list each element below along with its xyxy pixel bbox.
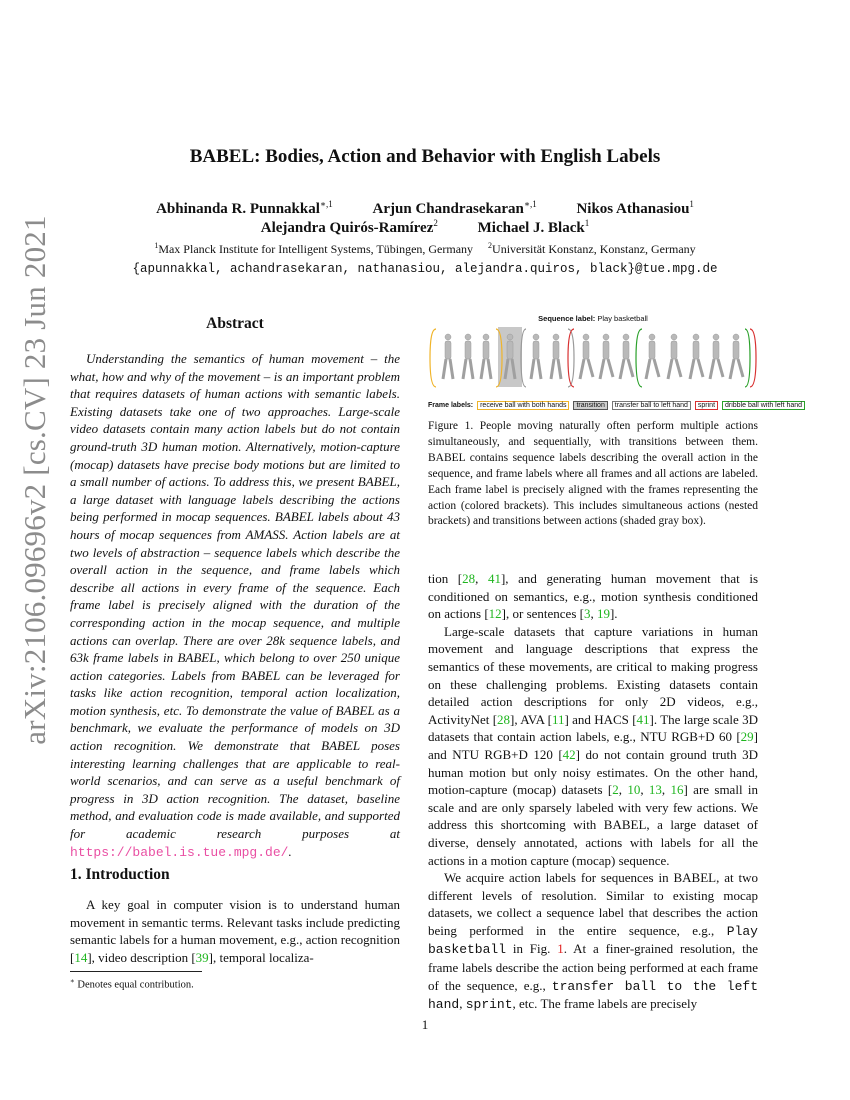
sequence-label: Sequence label: Play basketball: [538, 314, 648, 323]
author: Nikos Athanasiou$^1$: [576, 199, 694, 217]
frame-label: transition: [573, 401, 607, 410]
paper-title: BABEL: Bodies, Action and Behavior with English Labels: [189, 146, 661, 167]
citation-link[interactable]: 13: [648, 782, 662, 798]
author: Alejandra Quirós-Ramírez$^2$: [260, 218, 438, 236]
citation-link[interactable]: 41: [636, 711, 650, 727]
author: Michael J. Black$^1$: [477, 218, 590, 236]
footnote-divider: [70, 971, 202, 972]
affiliations: $^1$Max Planck Institute for Intelligent Systems, Tübingen, Germany $^2$Universität Konstanz, Konstanz, Germany: [154, 241, 696, 256]
figure-1-caption: Figure 1. People moving naturally often perform multiple actions simultaneously, and sequentially, with transitions between them. BABEL contains sequence labels describing the overall action in the sequence, and frame labels where all frames and all actions are labeled. Each frame label is precisely aligned with the frames representing the action (colored brackets). This includes simultaneous actions (nested brackets) and transitions between actions (shaded gray box).: [428, 420, 758, 528]
section-heading-introduction: 1. Introduction: [70, 866, 170, 883]
citation-link[interactable]: 2: [612, 782, 619, 798]
authors-line-2: [80, 218, 770, 237]
footnote: ∗ Denotes equal contribution.: [70, 977, 194, 991]
citation-link[interactable]: 28: [462, 571, 476, 586]
abstract-body: Understanding the semantics of human movement – the what, how and why of the movement – is an important problem that requires datasets of human actions with semantic labels. Existing datasets take one of two approaches. Large-scale video datasets contain many action labels but do not contain ground-truth 3D human motion. Alternatively, motion-capture (mocap) datasets have precise body motions but are limited to a small number of actions. To address this, we present BABEL, a large dataset with language labels describing the actions being performed in mocap sequences. BABEL labels about 43 hours of mocap sequences from AMASS. Action labels are at two levels of abstraction – sequence labels which describe the overall action in the sequence, and frame labels which describe all actions in every frame of the sequence. Each frame label is precisely aligned with the duration of the corresponding action in the mocap sequence, and multiple actions can overlap. There are over 28k sequence labels, and 63k frame labels in BABEL, which belong to over 250 unique action categories. Labels from BABEL can be leveraged for tasks like action recognition, temporal action localization, motion synthesis, etc. To demonstrate the value of BABEL as a benchmark, we evaluate the performance of models on 3D action recognition. We demonstrate that BABEL poses interesting learning challenges that are applicable to real-world scenarios, and can serve as a useful benchmark of progress in 3D action recognition. The dataset, baseline method, and evaluation code is made available, and supported for academic research purposes at https://babel.is.tue.mpg.de/.: [70, 351, 400, 860]
page-number: 1: [421, 1017, 429, 1032]
figure-link[interactable]: 1: [557, 941, 564, 957]
author: Abhinanda R. Punnakkal$^{∗,1}$: [156, 199, 333, 217]
inline-code: sprint: [465, 997, 513, 1013]
frame-labels-legend: Frame labels: receive ball with both hands transition transfer ball to left hand sprint dribble ball with left hand: [428, 402, 760, 409]
figure-1: [428, 314, 758, 398]
citation-link[interactable]: 39: [195, 949, 209, 965]
citation-link[interactable]: 42: [562, 746, 576, 762]
citation-link[interactable]: 29: [740, 729, 754, 745]
inline-code: Play basketball: [428, 923, 758, 958]
citation-link[interactable]: 28: [497, 711, 511, 727]
author-emails: {apunnakkal, achandrasekaran, nathanasiou, alejandra.quiros, black}@tue.mpg.de: [132, 262, 718, 276]
frame-label: dribble ball with left hand: [722, 401, 805, 410]
motion-sequence-illustration: [428, 323, 760, 393]
frame-label: transfer ball to left hand: [612, 401, 691, 410]
citation-link[interactable]: 3: [583, 606, 591, 622]
citation-link[interactable]: 14: [74, 949, 88, 965]
introduction-right-column: tion [28, 41], and generating human movement that is conditioned on semantics, e.g., motion synthesis conditioned on actions [12], or sentences [3, 19]. Large-scale datasets that capture variations in human movement and language descriptions that express the semantics of these movements, are critical to making progress on these challenging problems. Existing datasets contain detailed action descriptions for only 2D videos, e.g., ActivityNet [28], AVA [11] and HACS [41]. The large scale 3D datasets that contain action labels, e.g., NTU RGB+D 60 [29] and NTU RGB+D 120 [42] do not contain ground truth 3D human motion but only noisy estimates. On the other hand, motion-capture (mocap) datasets [2, 10, 13, 16] are small in scale and are only sparsely labeled with very few actions. We address this shortcoming with BABEL, a large dataset of diverse, densely annotated, actions with labels for all the actions in a motion capture (mocap) sequence. We acquire action labels for sequences in BABEL, at two different levels of resolution. Similar to existing mocap datasets, we collect a sequence label that describes the action being performed in the entire sequence, e.g., Play basketball in Fig. 1. At a finer-grained resolution, the frame labels describe the action being performed at each frame of the sequence, e.g., transfer ball to the left hand, sprint, etc. The frame labels are precisely: [428, 571, 759, 1013]
citation-link[interactable]: 19: [596, 606, 610, 622]
abstract-heading: Abstract: [206, 315, 264, 332]
citation-link[interactable]: 16: [670, 782, 684, 798]
project-link[interactable]: https://babel.is.tue.mpg.de/: [70, 844, 289, 860]
author: Arjun Chandrasekaran$^{∗,1}$: [372, 199, 537, 217]
frame-label: receive ball with both hands: [477, 401, 569, 410]
introduction-left-column: A key goal in computer vision is to understand human movement in semantic terms. Relevant tasks include predicting semantic labels for a human movement, e.g., action recognition [14], video description [39], temporal localiza-: [70, 897, 400, 965]
arxiv-side-label: arXiv:2106.09696v2 [cs.CV] 23 Jun 2021: [17, 215, 52, 745]
citation-link[interactable]: 12: [488, 606, 502, 622]
citation-link[interactable]: 41: [487, 571, 501, 586]
authors-line-1: [80, 199, 770, 218]
frame-label: sprint: [695, 401, 718, 410]
citation-link[interactable]: 10: [627, 782, 641, 798]
citation-link[interactable]: 11: [551, 711, 565, 727]
inline-code: transfer ball to the left hand: [428, 978, 758, 1013]
